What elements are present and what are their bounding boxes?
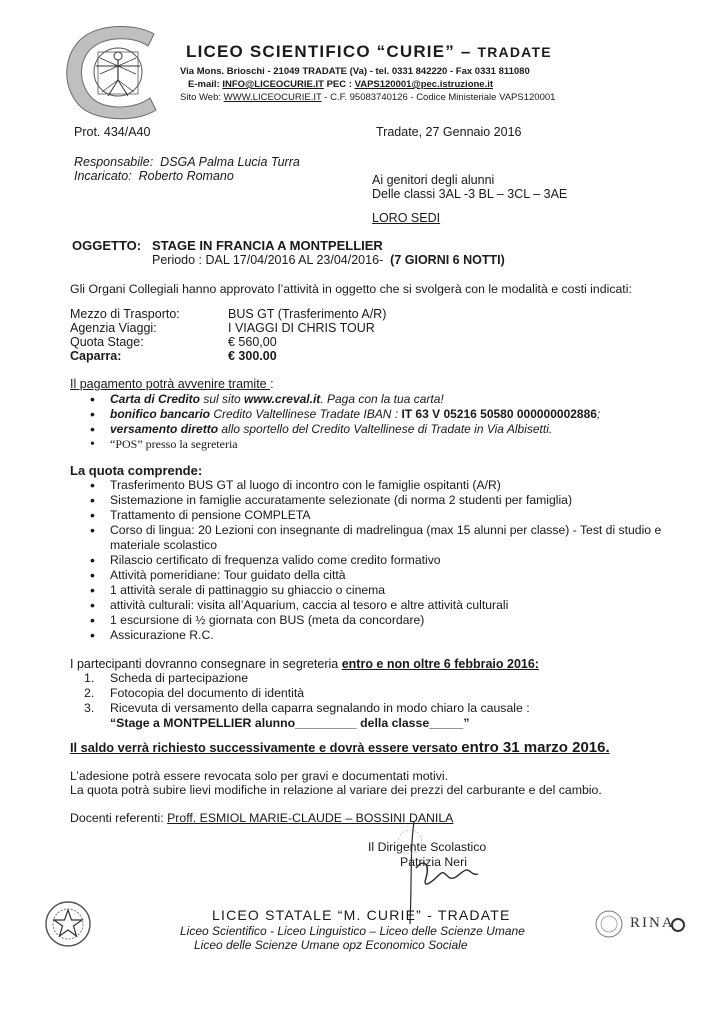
incaricato-label: Incaricato: [74, 169, 132, 183]
web-link[interactable]: WWW.LICEOCURIE.IT [223, 92, 322, 103]
pec-link[interactable]: VAPS120001@pec.istruzione.it [354, 79, 494, 90]
details-table [70, 307, 470, 363]
payment-list [88, 392, 648, 452]
causale-class-label: della classe [356, 716, 430, 730]
period-duration: (7 GIORNI 6 NOTTI) [390, 253, 505, 267]
consegna-list [84, 671, 530, 731]
school-city: TRADATE [477, 44, 552, 60]
responsabile-name: DSGA Palma Lucia Turra [160, 155, 300, 169]
consegna-deadline: entro e non oltre 6 febbraio 2016: [341, 657, 539, 671]
oggetto-label: OGGETTO: [72, 238, 142, 253]
recipients-line1: Ai genitori degli alunni [372, 173, 495, 187]
payment-method-bonifico: bonifico bancario [110, 407, 211, 421]
oggetto-title: STAGE IN FRANCIA A MONTPELLIER [151, 238, 383, 253]
list-item: • Assicurazione R.C. [88, 628, 664, 643]
incaricato-line [74, 169, 234, 183]
period-text: Periodo : DAL 17/04/2016 AL 23/04/2016- [152, 253, 384, 267]
republic-emblem-icon [42, 898, 94, 950]
list-item: • Trasferimento BUS GT al luogo di incontro con le famiglie ospitanti (A/R) [88, 478, 664, 493]
payment-method-versamento: versamento diretto [110, 422, 219, 436]
protocol-number: Prot. 434/A40 [74, 125, 151, 139]
list-item [84, 701, 530, 716]
dirigente-title: Il Dirigente Scolastico [368, 840, 487, 854]
detail-value: I VIAGGI DI CHRIS TOUR [228, 321, 375, 335]
list-item: • 1 escursione di ½ giornata con BUS (meta da concordare) [88, 613, 664, 628]
item-number: 1. [84, 671, 95, 685]
list-item [88, 392, 648, 407]
item-number: 2. [84, 686, 95, 700]
list-item: • 1 attività serale di pattinaggio su ghiaccio o cinema [88, 583, 664, 598]
payment-versamento-text: allo sportello del Credito Valtellinese di Tradate in Via Albisetti. [218, 422, 553, 436]
detail-value: € 300.00 [228, 349, 277, 363]
list-item: • “POS” presso la segreteria [88, 437, 648, 452]
payment-method-card: Carta di Credito [110, 392, 201, 406]
oggetto-line [72, 238, 383, 253]
causale-end: ” [463, 716, 470, 730]
recipients-line3: LORO SEDI [372, 211, 441, 225]
letter-date: Tradate, 27 Gennaio 2016 [376, 125, 522, 139]
list-item [84, 671, 530, 686]
docenti-label: Docenti referenti: [70, 811, 164, 825]
footer-title: LICEO STATALE “M. CURIE” - TRADATE [212, 907, 511, 923]
payment-card-text: sul sito [200, 392, 245, 406]
payment-card-text2: . Paga con la tua carta! [320, 392, 444, 406]
iban-end: ; [596, 407, 601, 421]
item-text: Ricevuta di versamento della caparra segnalando in modo chiaro la causale : [110, 701, 530, 715]
dirigente-name: Patrizia Neri [400, 855, 467, 869]
rina-logo-icon [670, 917, 686, 933]
saldo-line [70, 739, 610, 756]
school-codes: - C.F. 95083740126 - Codice Ministeriale VAPS120001 [321, 92, 556, 103]
email-link[interactable]: INFO@LICEOCURIE.IT [222, 79, 324, 90]
saldo-text: Il saldo verrà richiesto successivamente e dovrà essere versato [70, 740, 462, 755]
title-separator: – [460, 42, 472, 61]
saldo-deadline: entro 31 marzo 2016. [461, 739, 610, 756]
item-text: Fotocopia del documento di identità [110, 686, 305, 700]
payment-title-text: Il pagamento potrà avvenire tramite [70, 377, 271, 391]
detail-row [70, 307, 470, 321]
docenti-names: Proff. ESMIOL MARIE-CLAUDE – BOSSINI DANILA [167, 811, 454, 825]
list-item: • Attività pomeridiane: Tour guidato della città [88, 568, 664, 583]
list-item [84, 686, 530, 701]
list-item [88, 422, 648, 437]
detail-label: Agenzia Viaggi: [70, 321, 157, 335]
oggetto-period [152, 253, 505, 267]
detail-label: Quota Stage: [70, 335, 144, 349]
detail-value: € 560,00 [228, 335, 277, 349]
payment-title [70, 377, 274, 391]
item-number: 3. [84, 701, 95, 715]
list-item: • Trattamento di pensione COMPLETA [88, 508, 664, 523]
detail-row [70, 335, 470, 349]
rina-certification [594, 905, 686, 953]
responsabile-label: Responsabile: [74, 155, 154, 169]
detail-row [70, 349, 470, 363]
detail-label: Caparra: [70, 349, 122, 363]
revoca-line1: L’adesione potrà essere revocata solo per gravi e documentati motivi. [70, 769, 448, 783]
list-item: • Rilascio certificato di frequenza valido come credito formativo [88, 553, 664, 568]
school-title [186, 42, 552, 62]
pec-label: PEC : [326, 79, 352, 90]
payment-bonifico-text: Credito Valtellinese Tradate IBAN : [210, 407, 402, 421]
payment-colon: : [270, 377, 274, 391]
consegna-intro [70, 657, 539, 671]
responsabile-line [74, 155, 300, 169]
causale-text: “Stage a MONTPELLIER alunno [110, 716, 296, 730]
quota-title: La quota comprende: [70, 463, 203, 478]
certification-seal-icon [594, 909, 624, 939]
rina-label: RINA [630, 915, 675, 931]
list-item: • Corso di lingua: 20 Lezioni con insegnante di madrelingua (max 15 alunni per classe) - Test di studio e materiale scolastico [88, 523, 664, 553]
detail-row [70, 321, 470, 335]
item-text: Scheda di partecipazione [110, 671, 249, 685]
incaricato-name: Roberto Romano [138, 169, 234, 183]
detail-value: BUS GT (Trasferimento A/R) [228, 307, 387, 321]
causale-line [84, 716, 530, 731]
footer-line1: Liceo Scientifico - Liceo Linguistico – Liceo delle Scienze Umane [180, 924, 525, 938]
school-web-line [180, 92, 555, 103]
iban-code: IT 63 V 05216 50580 000000002886 [401, 407, 597, 421]
revoca-line2: La quota potrà subire lievi modifiche in relazione al variare dei prezzi del carburante e del cambio. [70, 783, 602, 797]
web-label: Sito Web: [180, 92, 222, 103]
student-blank[interactable]: _________ [295, 716, 357, 730]
school-email-line [188, 79, 493, 90]
consegna-text: I partecipanti dovranno consegnare in segreteria [70, 657, 342, 671]
school-name: LICEO SCIENTIFICO “CURIE” [186, 42, 455, 61]
creval-link[interactable]: www.creval.it [244, 392, 321, 406]
footer-line2: Liceo delle Scienze Umane opz Economico Sociale [194, 938, 468, 952]
list-item [88, 407, 648, 422]
quota-list [88, 478, 664, 643]
intro-text: Gli Organi Collegiali hanno approvato l’attività in oggetto che si svolgerà con le modalità e costi indicati: [70, 282, 632, 296]
email-label: E-mail: [188, 79, 220, 90]
list-item: • attività culturali: visita all’Aquarium, caccia al tesoro e altre attività culturali [88, 598, 664, 613]
school-address: Via Mons. Brioschi - 21049 TRADATE (Va) - tel. 0331 842220 - Fax 0331 811080 [180, 66, 530, 77]
class-blank[interactable]: _____ [429, 716, 464, 730]
detail-label: Mezzo di Trasporto: [70, 307, 180, 321]
list-item: • Sistemazione in famiglie accuratamente selezionate (di norma 2 studenti per famiglia) [88, 493, 664, 508]
recipients-line2: Delle classi 3AL -3 BL – 3CL – 3AE [372, 187, 568, 201]
school-logo [58, 22, 176, 122]
